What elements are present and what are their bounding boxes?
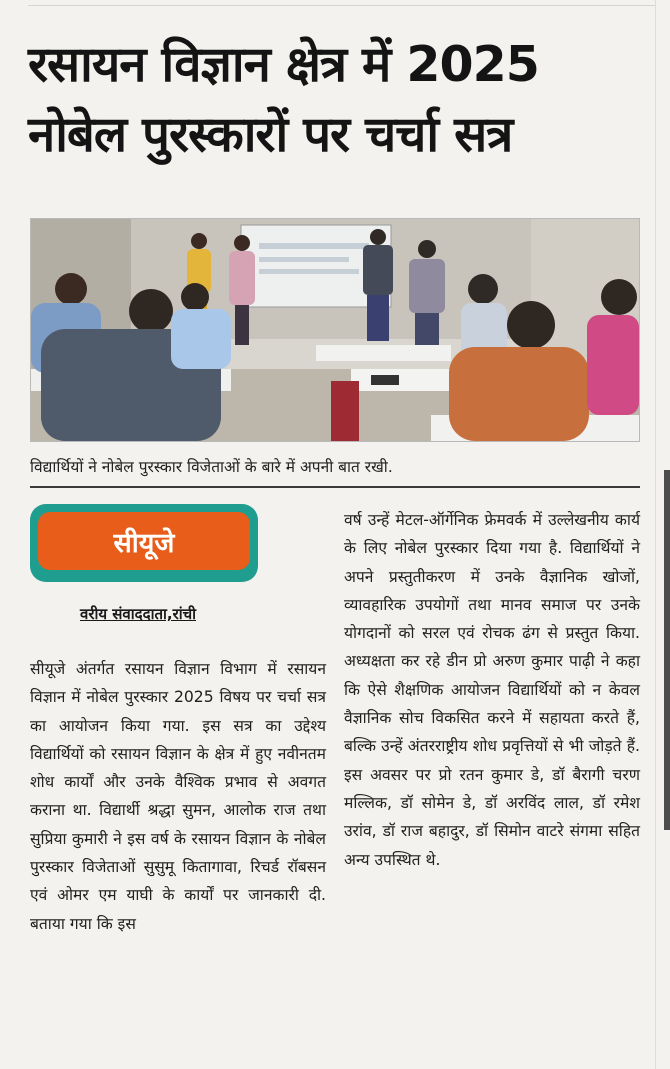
section-badge-label: सीयूजे xyxy=(38,512,250,570)
article-text-right: वर्ष उन्हें मेटल-ऑर्गेनिक फ्रेमवर्क में उल्लेखनीय कार्य के लिए नोबेल पुरस्कार दिया गया है. विद्यार्थियों ने अपने प्रस्तुतीकरण में उनके वैज्ञानिक खोजों, व्यावहारिक उपयोगों तथा मानव समाज पर उनके योगदानों को सरल एवं रोचक ढंग से प्रस्तुत किया. अध्यक्षता कर रहे डीन प्रो अरुण कुमार पाढ़ी ने कहा कि ऐसे शैक्षणिक आयोजन विद्यार्थियों को न केवल वैज्ञानिक सोच विकसित करने में सहायता करते हैं, बल्कि उन्हें अंतरराष्ट्रीय शोध प्रवृत्तियों से भी जोड़ते हैं. इस अवसर पर प्रो रतन कुमार डे, डॉ बैरागी चरण मल्लिक, डॉ सोमेन डे, डॉ अरविंद लाल, डॉ रमेश उरांव, डॉ राज बहादुर, डॉ सिमोन वाटरे संगमा सहित अन्य उपस्थित थे. xyxy=(344,511,640,869)
section-badge xyxy=(30,504,258,582)
article-column-left xyxy=(30,655,326,938)
top-rule xyxy=(28,5,668,6)
article-text-left: सीयूजे अंतर्गत रसायन विज्ञान विभाग में रसायन विज्ञान में नोबेल पुरस्कार 2025 विषय पर चर्चा सत्र का आयोजन किया गया. इस सत्र का उद्देश्य विद्यार्थियों को रसायन विज्ञान के क्षेत्र में हुए नवीनतम शोध कार्यों और उनके वैश्विक प्रभाव से अवगत कराना था. विद्यार्थी श्रद्धा सुमन, आलोक राज तथा सुप्रिया कुमारी ने इस वर्ष के रसायन विज्ञान के नोबेल पुरस्कार विजेताओं सुसुमू कितागावा, रिचर्ड रॉबसन एवं ओमर एम याघी के कार्यों पर जानकारी दी. बताया गया कि इस xyxy=(30,660,326,933)
article-column-right xyxy=(344,506,640,874)
caption-rule xyxy=(30,486,640,488)
photo-caption: विद्यार्थियों ने नोबेल पुरस्कार विजेताओं के बारे में अपनी बात रखी. xyxy=(30,458,393,476)
adjacent-photo-edge xyxy=(664,470,670,830)
byline: वरीय संवाददाता,रांची xyxy=(80,605,197,623)
news-photo xyxy=(30,218,640,442)
headline: रसायन विज्ञान क्षेत्र में 2025 नोबेल पुरस्कारों पर चर्चा सत्र xyxy=(28,36,539,163)
